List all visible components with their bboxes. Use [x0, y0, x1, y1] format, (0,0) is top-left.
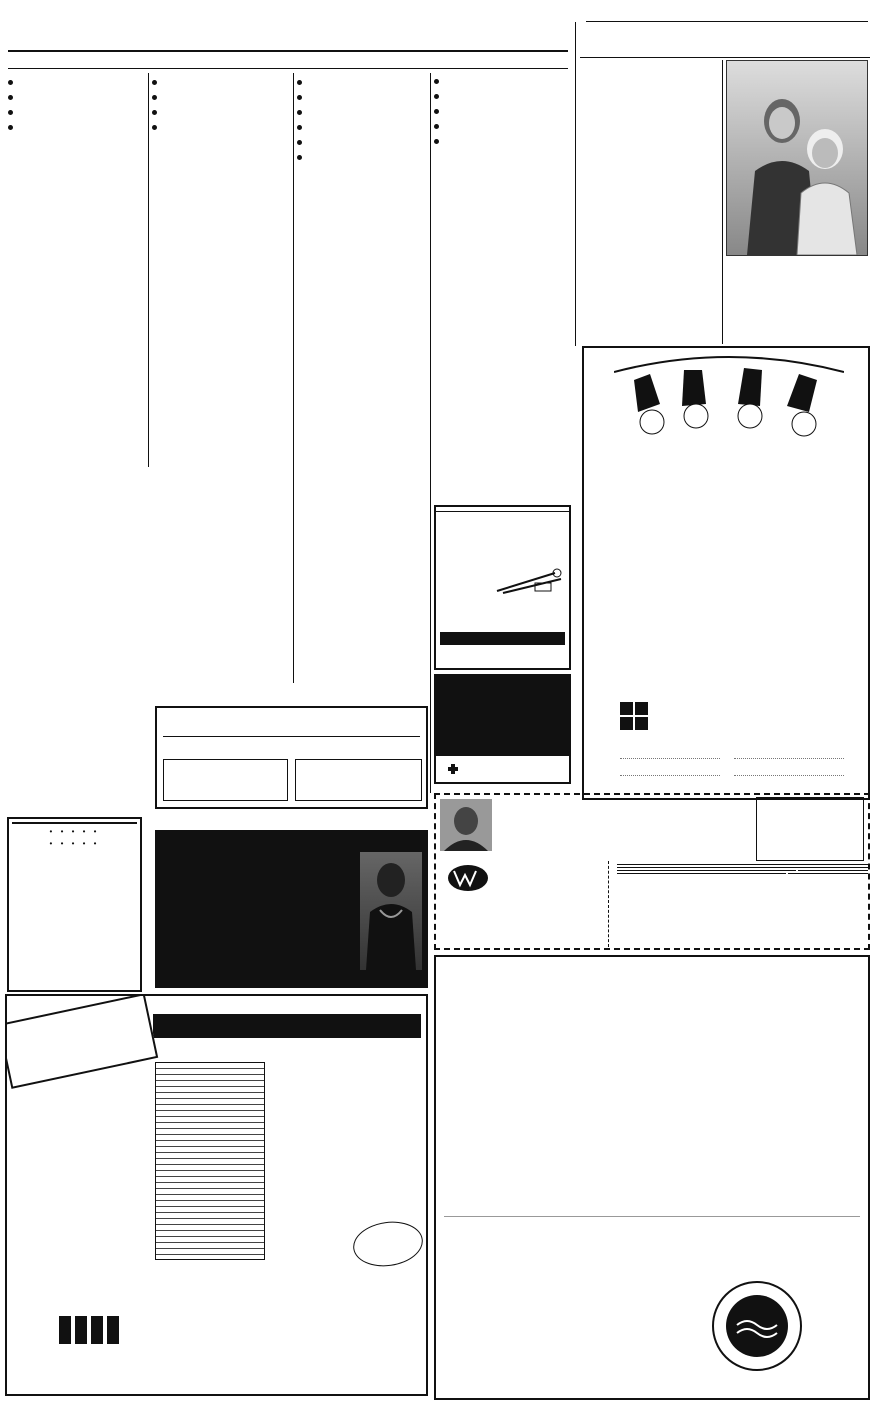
player-photo — [360, 852, 422, 970]
around-item-heading — [8, 93, 146, 103]
senior-col-1 — [8, 503, 144, 583]
coupon-phone-field[interactable] — [788, 873, 868, 874]
window-blind-image — [155, 1062, 265, 1260]
bullet-icon — [8, 110, 13, 115]
bullet-icon — [434, 124, 439, 129]
around-item-heading — [152, 108, 290, 118]
will-funeral-ad — [434, 793, 870, 950]
bullet-icon — [152, 80, 157, 85]
around-item-heading — [434, 107, 571, 117]
thermometer-row — [444, 1067, 860, 1217]
blood-ad — [434, 674, 571, 784]
cooks-col-2 — [726, 272, 868, 344]
around-column-3 — [297, 73, 427, 683]
around-item-heading — [434, 77, 571, 87]
around-item-heading — [297, 93, 427, 103]
around-item-heading — [297, 108, 427, 118]
around-item-heading — [8, 78, 146, 88]
theatre-lights-icon — [614, 352, 844, 452]
bullet-icon — [152, 110, 157, 115]
show-1-dates — [620, 518, 760, 530]
will-logo-icon — [448, 865, 488, 891]
basketball-ad — [155, 830, 428, 988]
around-item-heading — [8, 123, 146, 133]
around-item-heading — [297, 78, 427, 88]
bullet-icon — [152, 125, 157, 130]
edison-ad — [434, 955, 870, 1400]
bullet-icon — [434, 94, 439, 99]
coupon-address-field[interactable] — [617, 867, 868, 868]
around-item-heading — [434, 137, 571, 147]
around-item-heading — [152, 78, 290, 88]
bullet-icon — [434, 139, 439, 144]
bullet-icon — [8, 95, 13, 100]
grill-tools-icon — [495, 567, 565, 595]
hardware-brand — [440, 632, 565, 645]
around-item-heading — [297, 138, 427, 148]
coupon-city-field[interactable] — [617, 870, 796, 871]
mr-z-address — [163, 736, 420, 738]
senior-title — [6, 467, 296, 501]
levolor-ad — [5, 994, 428, 1396]
dots-divider: • • • • • — [49, 827, 100, 836]
cooks-col-1 — [580, 60, 720, 342]
coupon-zip-field[interactable] — [617, 873, 786, 874]
show-1-desc — [620, 532, 720, 578]
theatre-title — [620, 452, 770, 478]
theatre-preview — [620, 479, 760, 493]
bullet-icon — [297, 140, 302, 145]
levolor-tagline — [153, 1014, 421, 1038]
senior-col-2 — [150, 503, 290, 583]
pease-logo — [59, 1316, 127, 1344]
around-item-heading — [297, 123, 427, 133]
mr-z-ad — [155, 706, 428, 809]
show-1-title — [620, 502, 760, 518]
dots-divider: • • • • • — [49, 839, 100, 848]
around-item-heading — [434, 122, 571, 132]
player-photo-image — [360, 852, 422, 970]
dominos-logo-icon — [620, 702, 648, 730]
around-item-heading — [434, 92, 571, 102]
excalibur-name — [12, 822, 137, 824]
fine-print-2 — [734, 758, 844, 776]
bullet-icon — [297, 95, 302, 100]
bullet-icon — [297, 155, 302, 160]
couple-photo-image — [727, 61, 867, 255]
plus-line-1 — [734, 530, 854, 546]
bullet-icon — [152, 95, 157, 100]
james-will-image — [440, 799, 492, 851]
dominos-logo-2 — [652, 722, 852, 746]
plus-line-2 — [734, 545, 854, 561]
theatre-ad — [582, 346, 870, 800]
around-column-2 — [152, 73, 290, 439]
show-2-desc — [620, 610, 720, 646]
around-column-1 — [8, 73, 146, 466]
bullet-icon — [8, 125, 13, 130]
around-item-heading — [297, 153, 427, 163]
hardware-ad — [434, 505, 571, 670]
james-will-photo — [440, 799, 492, 851]
bullet-icon — [297, 125, 302, 130]
cooks-photo — [726, 60, 868, 256]
excalibur-ad — [7, 817, 142, 992]
dominos-logo-1 — [652, 696, 852, 724]
pageant-title — [6, 585, 296, 619]
cooks-photo-caption — [726, 258, 868, 269]
fine-print-1 — [620, 758, 720, 776]
plus-desc — [734, 564, 846, 684]
warranty-badge — [350, 1217, 425, 1270]
bullet-icon — [8, 80, 13, 85]
around-item-heading — [152, 93, 290, 103]
bullet-icon — [434, 109, 439, 114]
heat-pump-seal — [712, 1281, 802, 1371]
masthead — [586, 8, 868, 20]
free-service-badge — [5, 994, 158, 1089]
coupon-state-field[interactable] — [798, 870, 868, 871]
around-item-heading — [8, 108, 146, 118]
bullet-icon — [297, 110, 302, 115]
coupon-name-field[interactable] — [617, 864, 868, 865]
around-column-4 — [434, 73, 571, 504]
red-cross-icon — [448, 764, 458, 774]
around-item-heading — [152, 123, 290, 133]
bullet-icon — [297, 80, 302, 85]
cooks-title — [580, 23, 872, 57]
bullet-icon — [434, 79, 439, 84]
pageant-col-1 — [8, 621, 144, 755]
